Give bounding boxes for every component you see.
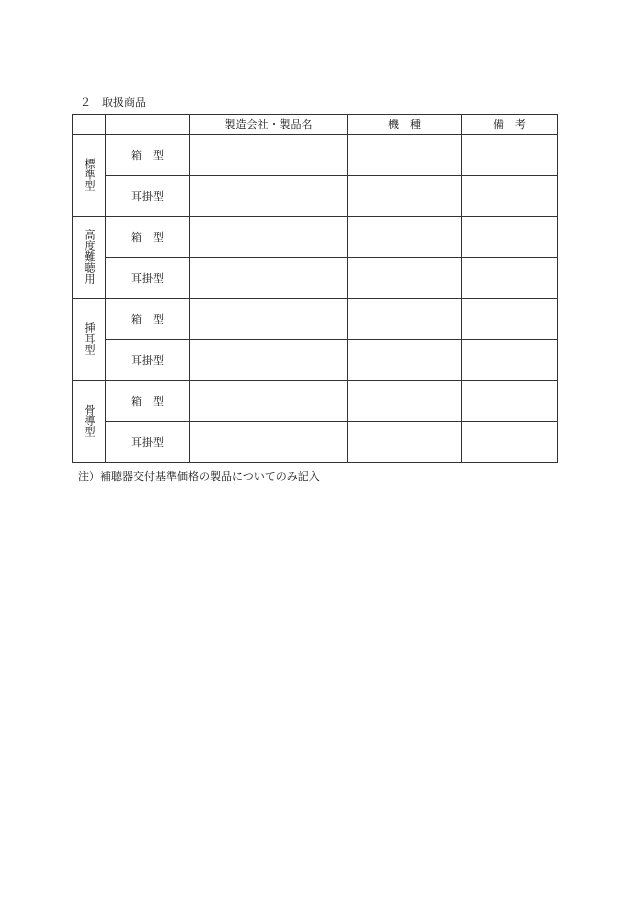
footnote: 注）補聴器交付基準価格の製品についてのみ記入 bbox=[78, 470, 320, 483]
group-label-bone-conduction: 骨導型 bbox=[83, 403, 96, 437]
group-cell-bone-conduction bbox=[73, 381, 106, 463]
type-cell bbox=[106, 176, 190, 217]
header-type-cell bbox=[106, 115, 190, 135]
type-label-behind-ear: 耳掛型 bbox=[131, 272, 164, 285]
remarks-cell[interactable] bbox=[462, 217, 558, 258]
group-label-in-ear: 挿耳型 bbox=[83, 321, 96, 355]
manufacturer-product-cell[interactable] bbox=[190, 135, 348, 176]
table-row bbox=[73, 176, 558, 217]
remarks-cell[interactable] bbox=[462, 135, 558, 176]
type-label-box: 箱 型 bbox=[131, 231, 164, 244]
type-label-box: 箱 型 bbox=[131, 149, 164, 162]
type-label-box: 箱 型 bbox=[131, 313, 164, 326]
remarks-cell[interactable] bbox=[462, 340, 558, 381]
group-label-severe: 高度難聴用 bbox=[83, 228, 96, 284]
table-row bbox=[73, 381, 558, 422]
group-cell-severe bbox=[73, 217, 106, 299]
type-label-behind-ear: 耳掛型 bbox=[131, 354, 164, 367]
manufacturer-product-cell[interactable] bbox=[190, 176, 348, 217]
type-cell bbox=[106, 217, 190, 258]
manufacturer-product-cell[interactable] bbox=[190, 340, 348, 381]
model-cell[interactable] bbox=[348, 422, 462, 463]
table-row bbox=[73, 217, 558, 258]
header-remarks: 備 考 bbox=[462, 115, 558, 135]
type-cell bbox=[106, 381, 190, 422]
table-row bbox=[73, 135, 558, 176]
model-cell[interactable] bbox=[348, 217, 462, 258]
table-header-row bbox=[73, 115, 558, 135]
type-cell bbox=[106, 258, 190, 299]
model-cell[interactable] bbox=[348, 340, 462, 381]
type-cell bbox=[106, 135, 190, 176]
header-group-cell bbox=[73, 115, 106, 135]
section-heading: ２ 取扱商品 bbox=[80, 96, 146, 109]
remarks-cell[interactable] bbox=[462, 299, 558, 340]
table-row bbox=[73, 299, 558, 340]
remarks-cell[interactable] bbox=[462, 381, 558, 422]
type-cell bbox=[106, 340, 190, 381]
type-label-behind-ear: 耳掛型 bbox=[131, 436, 164, 449]
model-cell[interactable] bbox=[348, 299, 462, 340]
type-cell bbox=[106, 299, 190, 340]
manufacturer-product-cell[interactable] bbox=[190, 299, 348, 340]
model-cell[interactable] bbox=[348, 381, 462, 422]
group-label-standard: 標準型 bbox=[83, 157, 96, 191]
manufacturer-product-cell[interactable] bbox=[190, 217, 348, 258]
model-cell[interactable] bbox=[348, 176, 462, 217]
type-cell bbox=[106, 422, 190, 463]
remarks-cell[interactable] bbox=[462, 176, 558, 217]
remarks-cell[interactable] bbox=[462, 258, 558, 299]
table-row bbox=[73, 422, 558, 463]
manufacturer-product-cell[interactable] bbox=[190, 258, 348, 299]
manufacturer-product-cell[interactable] bbox=[190, 381, 348, 422]
table-row bbox=[73, 340, 558, 381]
manufacturer-product-cell[interactable] bbox=[190, 422, 348, 463]
header-manufacturer-product: 製造会社・製品名 bbox=[190, 115, 348, 135]
header-model: 機 種 bbox=[348, 115, 462, 135]
remarks-cell[interactable] bbox=[462, 422, 558, 463]
model-cell[interactable] bbox=[348, 135, 462, 176]
model-cell[interactable] bbox=[348, 258, 462, 299]
group-cell-in-ear bbox=[73, 299, 106, 381]
table-row bbox=[73, 258, 558, 299]
group-cell-standard bbox=[73, 135, 106, 217]
type-label-box: 箱 型 bbox=[131, 395, 164, 408]
products-table bbox=[72, 114, 558, 463]
type-label-behind-ear: 耳掛型 bbox=[131, 190, 164, 203]
